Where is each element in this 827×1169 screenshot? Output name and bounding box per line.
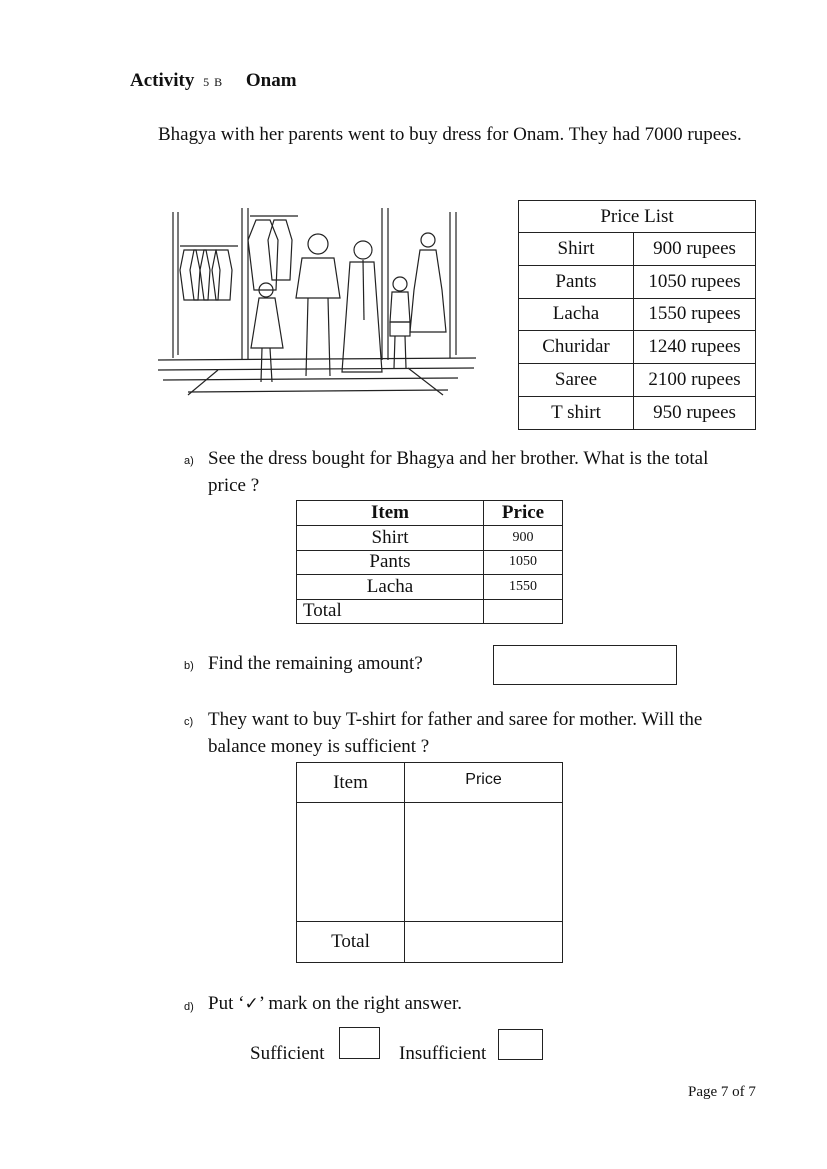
question-a-line2: price ? (208, 475, 260, 496)
table-row (519, 331, 756, 364)
activity-topic: Onam (245, 70, 297, 91)
table-row (297, 575, 563, 600)
price-list-item: Shirt (519, 233, 634, 266)
total-label: Total (297, 599, 484, 624)
question-a-table (296, 500, 563, 624)
total-label: Total (297, 922, 405, 963)
price-list-price: 1050 rupees (634, 265, 756, 298)
total-answer-cell[interactable] (405, 922, 563, 963)
question-c-table (296, 762, 563, 963)
price-list-item: T shirt (519, 396, 634, 429)
table-row (519, 396, 756, 429)
option-insufficient-label: Insufficient (399, 1043, 487, 1064)
item-cell: Pants (297, 550, 484, 575)
page-number: Page 7 of 7 (688, 1084, 756, 1100)
price-list-table (518, 200, 756, 430)
question-a-line1: See the dress bought for Bhagya and her brother. What is the total (208, 448, 709, 469)
question-c-line1: They want to buy T-shirt for father and saree for mother. Will the (208, 709, 703, 730)
table-row (519, 364, 756, 397)
check-mark-icon: ✓ (244, 994, 259, 1014)
table-row (519, 233, 756, 266)
shopping-family-illustration (158, 200, 478, 400)
price-list-title: Price List (519, 201, 756, 233)
intro-text: Bhagya with her parents went to buy dress for Onam. They had 7000 rupees. (158, 124, 742, 145)
activity-code: 5 B (203, 75, 224, 89)
question-d-text-after: ’ mark on the right answer. (258, 993, 463, 1014)
table-header-item: Item (297, 763, 405, 803)
insufficient-checkbox[interactable] (498, 1029, 543, 1060)
price-answer-cell[interactable] (405, 803, 563, 922)
price-list-price: 2100 rupees (634, 364, 756, 397)
price-list-item: Saree (519, 364, 634, 397)
table-row (297, 599, 563, 624)
table-row (297, 526, 563, 551)
price-list-item: Pants (519, 265, 634, 298)
table-row (519, 265, 756, 298)
price-list-price: 1550 rupees (634, 298, 756, 331)
item-cell: Shirt (297, 526, 484, 551)
question-b-label: b) (184, 660, 194, 672)
question-d-label: d) (184, 1001, 194, 1013)
price-list-item: Lacha (519, 298, 634, 331)
price-cell: 1550 (484, 575, 563, 600)
question-c-label: c) (184, 716, 194, 728)
price-list-price: 1240 rupees (634, 331, 756, 364)
sufficient-checkbox[interactable] (339, 1027, 380, 1059)
question-c-line2: balance money is sufficient ? (208, 736, 430, 757)
price-list-price: 950 rupees (634, 396, 756, 429)
table-header-price: Price (405, 763, 563, 803)
price-list-item: Churidar (519, 331, 634, 364)
item-answer-cell[interactable] (297, 803, 405, 922)
remaining-amount-box[interactable] (493, 645, 677, 685)
question-a-text (208, 445, 768, 499)
table-row (297, 550, 563, 575)
price-cell: 900 (484, 526, 563, 551)
item-cell: Lacha (297, 575, 484, 600)
table-header-item: Item (297, 501, 484, 526)
question-d-text-before: Put ‘ (208, 993, 245, 1014)
price-list-price: 900 rupees (634, 233, 756, 266)
price-cell: 1050 (484, 550, 563, 575)
question-b-text: Find the remaining amount? (208, 653, 423, 674)
question-a-label: a) (184, 455, 194, 467)
table-row (519, 298, 756, 331)
activity-title (130, 70, 297, 92)
question-c-text (208, 706, 768, 760)
option-sufficient-label: Sufficient (250, 1043, 325, 1064)
question-d-text (208, 990, 462, 1018)
activity-label: Activity (130, 70, 195, 91)
table-header-price: Price (484, 501, 563, 526)
total-answer-cell[interactable] (484, 599, 563, 624)
